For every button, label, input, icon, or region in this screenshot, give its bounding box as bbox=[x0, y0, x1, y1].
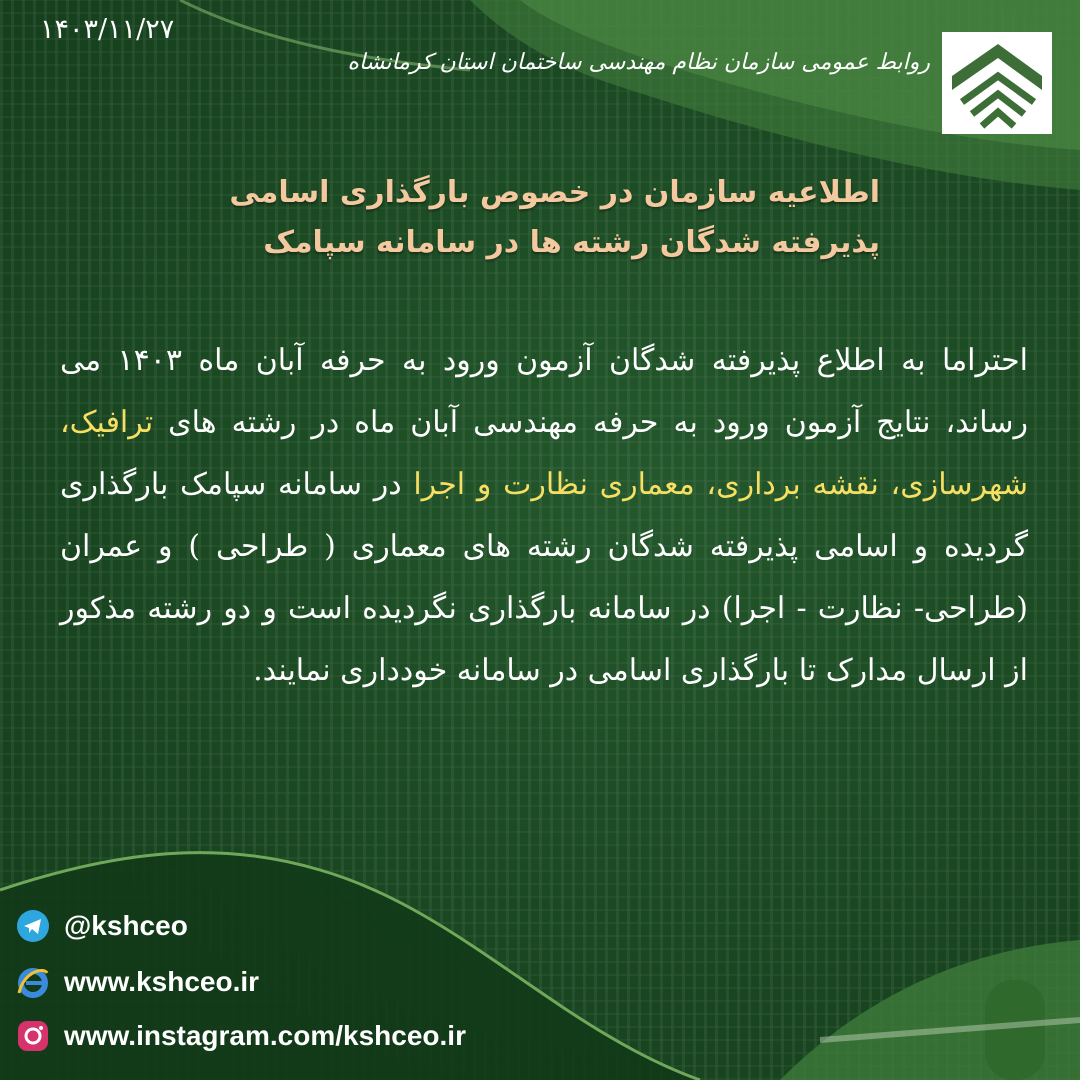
organization-name: روابط عمومی سازمان نظام مهندسی ساختمان استان کرمانشاه bbox=[347, 50, 930, 75]
website-link[interactable] bbox=[16, 962, 576, 1002]
instagram-icon bbox=[16, 1019, 50, 1053]
highlighted-fields: ترافیک، شهرسازی، نقشه برداری، معماری نظارت و اجرا bbox=[60, 405, 1028, 502]
instagram-link[interactable] bbox=[16, 1016, 576, 1056]
title-line-1: اطلاعیه سازمان در خصوص بارگذاری اسامی bbox=[229, 175, 880, 210]
announcement-body bbox=[60, 330, 1028, 870]
telegram-icon bbox=[16, 909, 50, 943]
telegram-handle: @kshceo bbox=[64, 910, 188, 941]
body-text-part-2: در سامانه سپامک بارگذاری گردیده و اسامی پذیرفته شدگان رشته های معماری ( طراحی ) و عمران (طراحی- نظارت - اجرا) در سامانه بارگذاری نگردیده است و دو رشته مذکور از ارسال مدارک تا بارگذاری اسامی در سامانه خودداری نمایند. bbox=[60, 467, 1028, 688]
announcement-title bbox=[229, 168, 880, 278]
telegram-contact[interactable] bbox=[16, 906, 576, 946]
publish-date: ۱۴۰۳/۱۱/۲۷ bbox=[40, 14, 175, 45]
internet-explorer-icon bbox=[16, 965, 50, 999]
logo-icon bbox=[938, 28, 1056, 138]
title-line-2: پذیرفته شدگان رشته ها در سامانه سپامک bbox=[263, 225, 880, 260]
body-text-part-1: احتراما به اطلاع پذیرفته شدگان آزمون ورود به حرفه آبان ماه ۱۴۰۳ می رساند، نتایج آزمون ورود به حرفه مهندسی آبان ماه در رشته های bbox=[60, 343, 1028, 440]
instagram-url: www.instagram.com/kshceo.ir bbox=[64, 1020, 466, 1051]
website-url: www.kshceo.ir bbox=[64, 966, 260, 997]
